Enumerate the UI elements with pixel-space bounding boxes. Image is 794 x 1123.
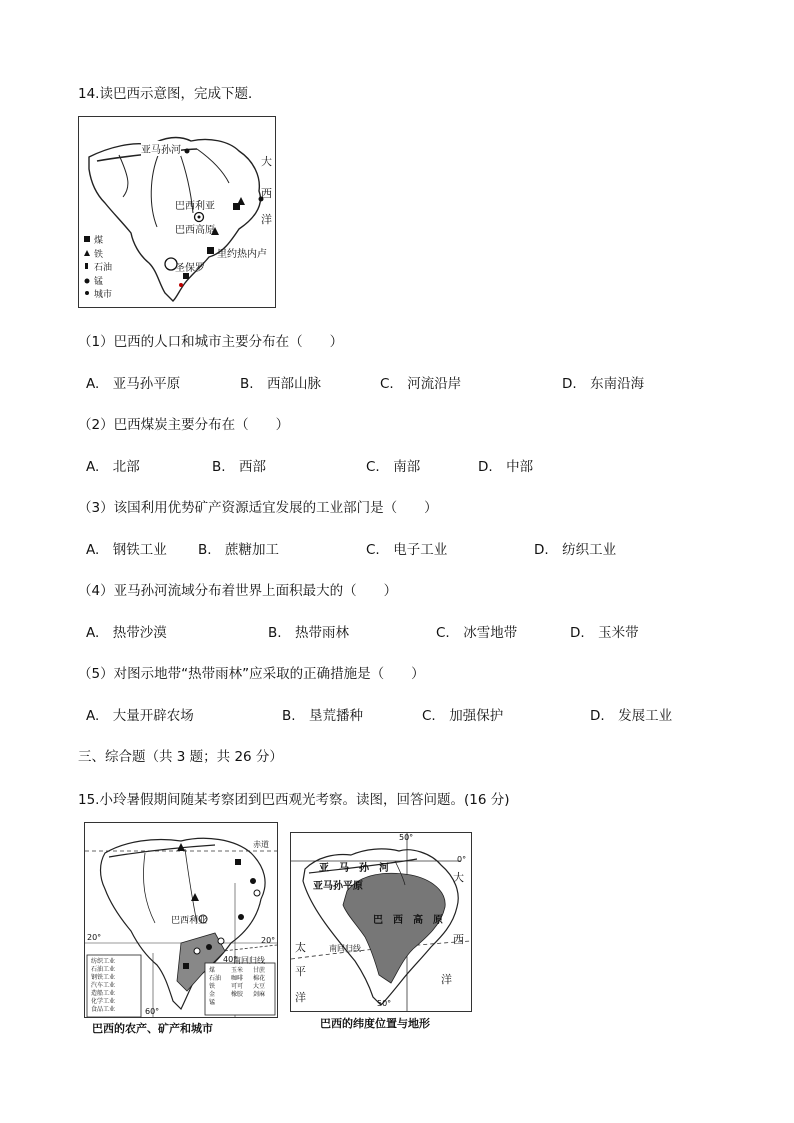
legend-b-5: 锰 bbox=[209, 999, 216, 1006]
left-map-caption: 巴西的农产、矿产和城市 bbox=[92, 1022, 213, 1035]
right-map-pacific-2: 平 bbox=[295, 965, 306, 978]
left-map-lon60: 60° bbox=[145, 1007, 160, 1016]
q14-sub4-question: （4）亚马孙河流域分布着世界上面积最大的（ ） bbox=[78, 583, 398, 599]
legend-b-2: 石油 bbox=[209, 975, 222, 982]
left-map-brasilia: 巴西利亚 bbox=[171, 916, 208, 926]
legend-b-9: 橡胶 bbox=[231, 991, 244, 998]
brazil-resources-map bbox=[84, 822, 278, 1018]
legend-b-4: 金 bbox=[209, 991, 216, 998]
q14-sub1-question: （1）巴西的人口和城市主要分布在（ ） bbox=[78, 334, 344, 350]
legend-oil: 石油 bbox=[94, 263, 113, 273]
map-label-ocean-1: 大 bbox=[261, 155, 272, 168]
legend-b-3: 铁 bbox=[209, 983, 216, 990]
q14-sub2-option-d[interactable]: D. 中部 bbox=[478, 459, 534, 475]
q14-sub1-option-c[interactable]: C. 河流沿岸 bbox=[380, 376, 462, 392]
legend-a-3: 钢铁工业 bbox=[91, 974, 116, 981]
q14-sub5-question: （5）对图示地带“热带雨林”应采取的正确措施是（ ） bbox=[78, 666, 425, 682]
map-label-highland: 巴西高原 bbox=[175, 225, 215, 236]
legend-b-13: 剑麻 bbox=[253, 991, 266, 998]
map-label-brasilia: 巴西利亚 bbox=[175, 201, 215, 212]
q14-sub4-option-a[interactable]: A. 热带沙漠 bbox=[86, 625, 167, 641]
q15-stem: 15.小玲暑假期间随某考察团到巴西观光考察。读图，回答问题。(16 分) bbox=[78, 792, 510, 808]
section-3-heading: 三、综合题（共 3 题；共 26 分） bbox=[78, 749, 283, 765]
legend-a-7: 食品工业 bbox=[91, 1006, 116, 1013]
right-map-amazon-river: 亚 马 孙 河 bbox=[319, 863, 389, 874]
q14-sub1-option-b[interactable]: B. 西部山脉 bbox=[240, 376, 322, 392]
legend-coal: 煤 bbox=[94, 236, 104, 246]
q14-sub4-option-d[interactable]: D. 玉米带 bbox=[570, 625, 639, 641]
q14-sub3-option-d[interactable]: D. 纺织工业 bbox=[534, 542, 617, 558]
q14-sub3-option-b[interactable]: B. 蔗糖加工 bbox=[198, 542, 280, 558]
q14-sub2-option-c[interactable]: C. 南部 bbox=[366, 459, 421, 475]
right-map-amazon-plain: 亚马孙平原 bbox=[313, 881, 363, 892]
right-map-atlantic-3: 洋 bbox=[441, 973, 452, 986]
q14-stem: 14.读巴西示意图，完成下题． bbox=[78, 86, 262, 102]
left-map-lat20-west: 20° bbox=[87, 933, 102, 942]
right-map-lon50-bottom: 50° bbox=[377, 999, 392, 1008]
right-map-lat0: 0° bbox=[457, 855, 467, 864]
legend-b-11: 棉花 bbox=[253, 975, 266, 982]
left-map-lat20-east: 20° bbox=[261, 936, 276, 945]
legend-a-1: 纺织工业 bbox=[91, 958, 116, 965]
q14-sub5-option-b[interactable]: B. 垦荒播种 bbox=[282, 708, 364, 724]
legend-b-7: 咖啡 bbox=[231, 975, 244, 982]
map-label-ocean-2: 西 bbox=[261, 187, 272, 200]
q14-sub1-option-a[interactable]: A. 亚马孙平原 bbox=[86, 376, 181, 392]
right-map-lon50-top: 50° bbox=[399, 833, 414, 842]
legend-b-1: 煤 bbox=[209, 967, 216, 974]
legend-a-5: 造船工业 bbox=[91, 990, 116, 997]
right-map-highland: 巴 西 高 原 bbox=[373, 915, 443, 926]
right-map-tropic: 南回归线 bbox=[329, 944, 361, 953]
legend-b-10: 甘蔗 bbox=[253, 967, 266, 974]
legend-b-6: 玉米 bbox=[231, 967, 244, 974]
map-label-rio: 里约热内卢 bbox=[217, 249, 267, 260]
q14-sub3-question: （3）该国利用优势矿产资源适宜发展的工业部门是（ ） bbox=[78, 500, 438, 516]
q14-sub4-option-b[interactable]: B. 热带雨林 bbox=[268, 625, 350, 641]
q14-sub5-option-d[interactable]: D. 发展工业 bbox=[590, 708, 673, 724]
legend-city: 城市 bbox=[94, 290, 113, 300]
brazil-terrain-map bbox=[290, 832, 472, 1012]
q14-sub5-option-a[interactable]: A. 大量开辟农场 bbox=[86, 708, 194, 724]
right-map-pacific-3: 洋 bbox=[295, 991, 306, 1004]
legend-b-8: 可可 bbox=[231, 983, 244, 990]
legend-iron: 铁 bbox=[94, 250, 104, 260]
q14-sub2-question: （2）巴西煤炭主要分布在（ ） bbox=[78, 417, 290, 433]
legend-a-4: 汽车工业 bbox=[91, 982, 116, 989]
left-map-equator: 赤道 bbox=[253, 840, 269, 849]
right-map-caption: 巴西的纬度位置与地形 bbox=[320, 1017, 430, 1030]
brazil-sketch-map bbox=[78, 116, 276, 308]
map-label-saopaulo: 圣保罗 bbox=[175, 263, 205, 274]
legend-a-2: 石油工业 bbox=[91, 966, 116, 973]
legend-a-6: 化学工业 bbox=[91, 998, 116, 1005]
q14-sub4-option-c[interactable]: C. 冰雪地带 bbox=[436, 625, 518, 641]
q14-sub2-option-b[interactable]: B. 西部 bbox=[212, 459, 267, 475]
q14-sub1-option-d[interactable]: D. 东南沿海 bbox=[562, 376, 645, 392]
left-map-tropic: 南回归线 bbox=[233, 956, 265, 965]
right-map-atlantic-2: 西 bbox=[453, 933, 464, 946]
map-label-ocean-3: 洋 bbox=[261, 213, 272, 226]
legend-b-12: 大豆 bbox=[253, 983, 266, 990]
q14-sub2-option-a[interactable]: A. 北部 bbox=[86, 459, 140, 475]
q14-sub3-option-a[interactable]: A. 钢铁工业 bbox=[86, 542, 167, 558]
left-map-lon40: 40° bbox=[223, 955, 238, 964]
legend-manganese: 锰 bbox=[94, 277, 104, 287]
q14-sub5-option-c[interactable]: C. 加强保护 bbox=[422, 708, 504, 724]
right-map-atlantic-1: 大 bbox=[453, 871, 464, 884]
q14-sub3-option-c[interactable]: C. 电子工业 bbox=[366, 542, 448, 558]
right-map-pacific-1: 太 bbox=[295, 941, 306, 954]
map-label-amazon: 亚马孙河 bbox=[141, 141, 181, 156]
